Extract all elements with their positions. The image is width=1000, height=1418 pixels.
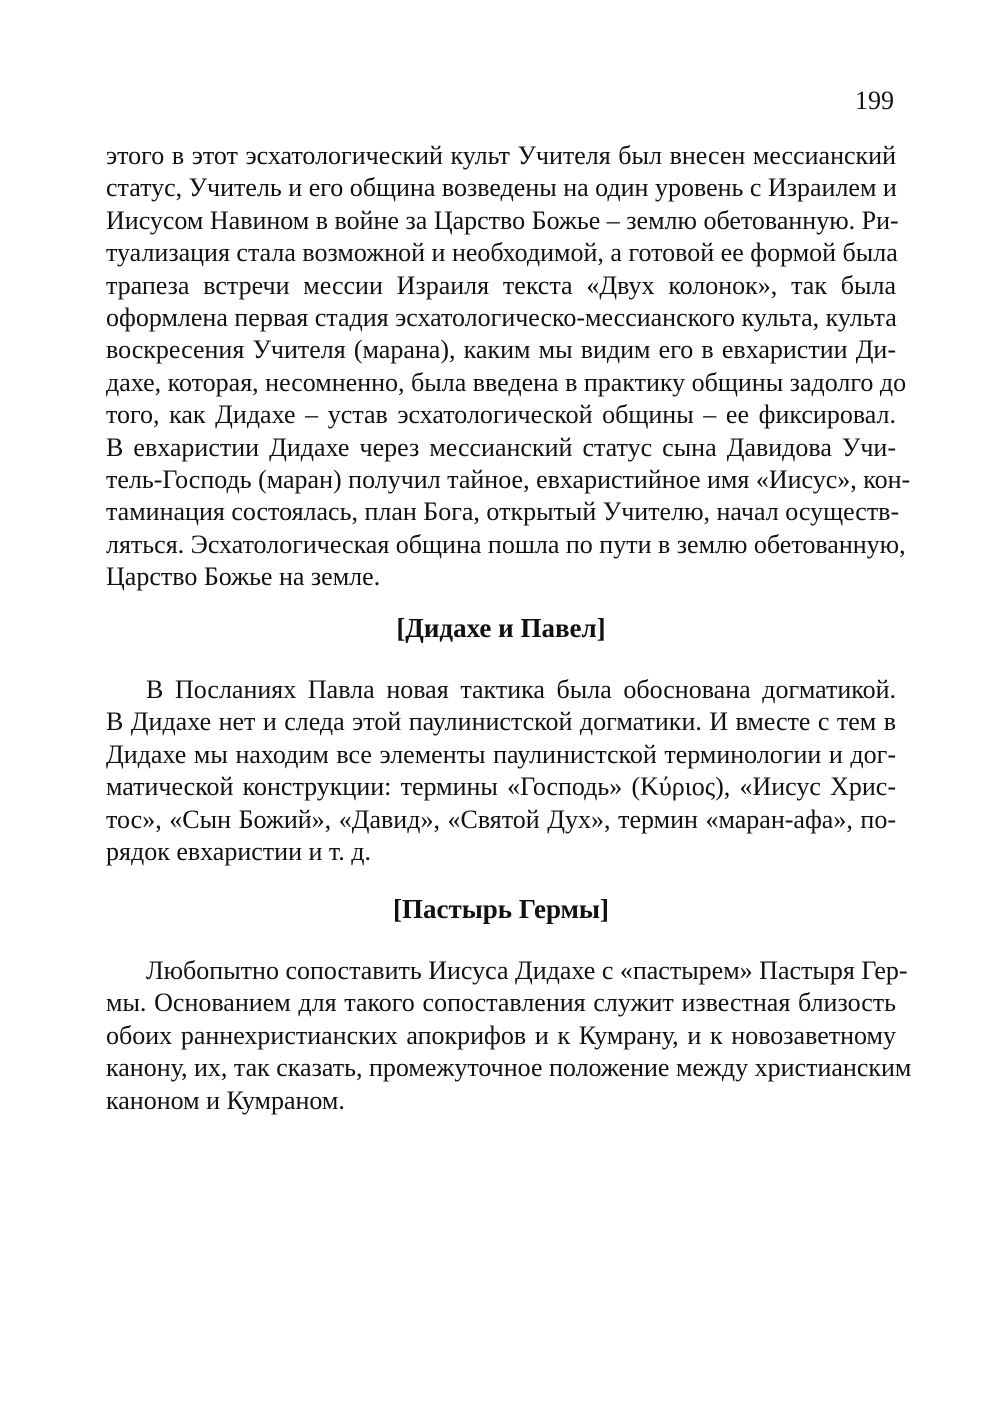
text-line: мы. Основанием для такого сопоставления служит известная близость — [106, 988, 896, 1018]
paragraph-text — [106, 674, 896, 868]
text-line: трапеза встречи мессии Израиля текста «Двух колонок», так была — [106, 270, 896, 300]
text-line: дахе, которая, несомненно, была введена в практику общины задолго до — [106, 367, 907, 397]
section-paragraph — [106, 955, 912, 1117]
text-line: Иисусом Навином в войне за Царство Божье – землю обетованную. Ри- — [106, 205, 899, 235]
section-heading: [Пастырь Гермы] — [392, 894, 610, 924]
section-heading: [Дидахе и Павел] — [396, 613, 606, 643]
text-line: канону, их, так сказать, промежуточное положение между христианским — [106, 1053, 912, 1083]
text-line: статус, Учитель и его община возведены на один уровень с Израилем и — [106, 173, 897, 203]
text-line: ляться. Эсхатологическая община пошла по пути в землю обетованную, — [106, 529, 906, 559]
text-line: рядок евхаристии и т. д. — [106, 837, 372, 867]
text-line: тос», «Сын Божий», «Давид», «Святой Дух», термин «маран-афа», по- — [106, 804, 896, 834]
text-line: тель-Господь (маран) получил тайное, евхаристийное имя «Иисус», кон- — [106, 465, 911, 495]
paragraph-text — [106, 140, 911, 594]
text-line: таминация состоялась, план Бога, открытый Учителю, начал осуществ- — [106, 497, 900, 527]
text-line: В евхаристии Дидахе через мессианский статус сына Давидова Учи- — [106, 432, 896, 462]
text-line: того, как Дидахе – устав эсхатологической общины – ее фиксировал. — [106, 400, 896, 430]
text-line: каноном и Кумраном. — [106, 1085, 345, 1115]
text-line: туализация стала возможной и необходимой, а готовой ее формой была — [106, 238, 898, 268]
text-line: В Посланиях Павла новая тактика была обоснована догматикой. — [146, 675, 896, 704]
text-line: воскресения Учителя (марана), каким мы видим его в евхаристии Ди- — [106, 335, 896, 365]
text-line: Любопытно сопоставить Иисуса Дидахе с «пастырем» Пастыря Гер- — [146, 956, 908, 985]
page-number: 199 — [855, 86, 894, 115]
text-line: матической конструкции: термины «Господь» (Κύριος), «Иисус Хрис- — [106, 772, 896, 802]
paragraph-continued — [106, 140, 911, 594]
section-paragraph — [106, 674, 896, 868]
paragraph-text — [106, 955, 912, 1117]
text-line: Царство Божье на земле. — [106, 562, 381, 592]
text-line: этого в этот эсхатологический культ Учителя был внесен мессианский — [106, 141, 896, 170]
text-line: оформлена первая стадия эсхатологическо-мессианского культа, культа — [106, 303, 897, 333]
text-line: Дидахе мы находим все элементы паулинистской терминологии и дог- — [106, 739, 896, 769]
text-line: обоих раннехристианских апокрифов и к Кумрану, и к новозаветному — [106, 1020, 896, 1050]
text-line: В Дидахе нет и следа этой паулинистской догматики. И вместе с тем в — [106, 707, 896, 737]
